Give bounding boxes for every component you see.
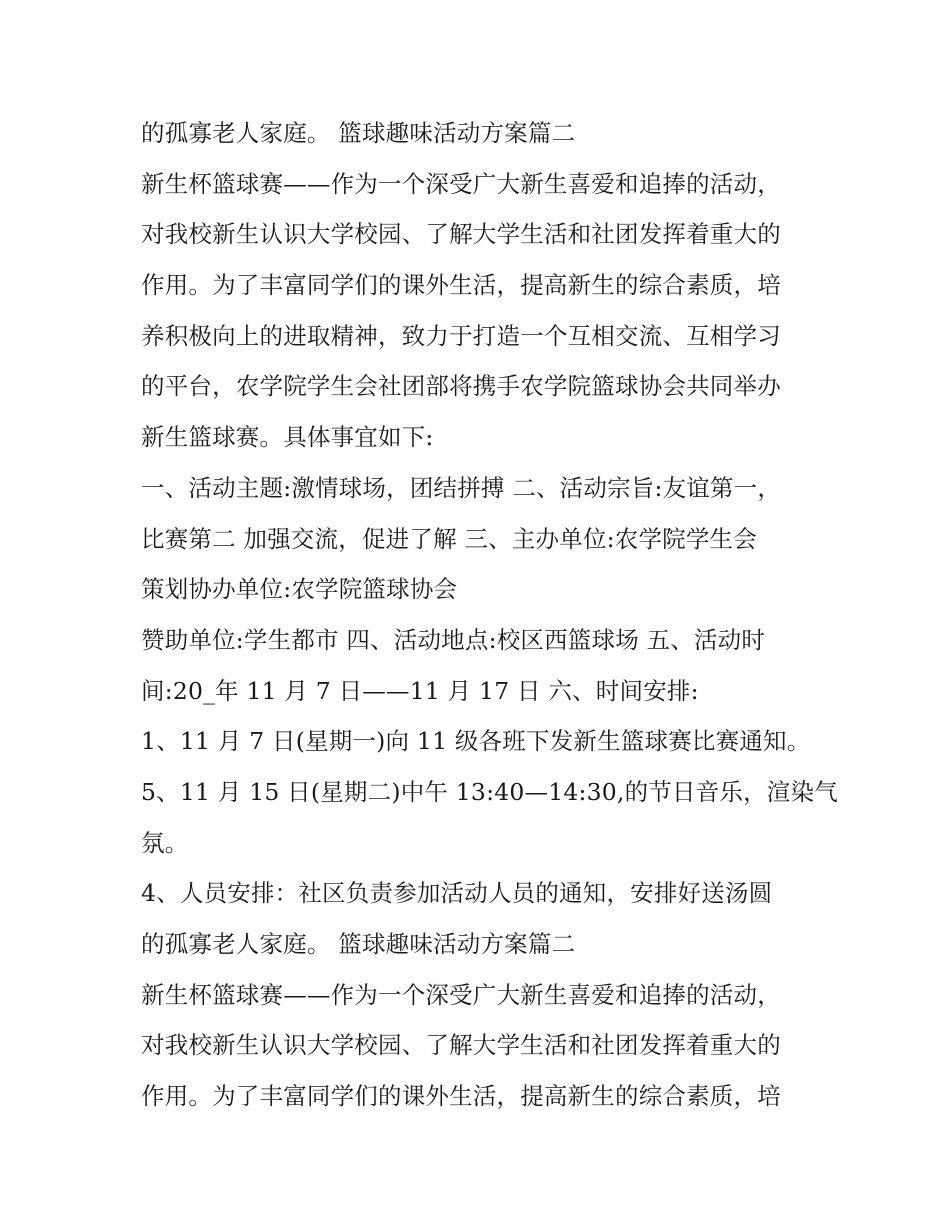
- text-line: 5、11 月 15 日(星期二)中午 13:40—14:30,的节日音乐，渲染气: [141, 777, 838, 806]
- text-line: 的孤寡老人家庭。 篮球趣味活动方案篇二: [141, 930, 576, 958]
- text-line: 作用。为了丰富同学们的课外生活，提高新生的综合素质，培: [141, 271, 781, 300]
- text-line: 的孤寡老人家庭。 篮球趣味活动方案篇二: [141, 119, 576, 147]
- text-line: 策划协办单位:农学院篮球协会: [141, 575, 458, 604]
- text-line: 赞助单位:学生都市 四、活动地点:校区西篮球场 五、活动时: [141, 625, 766, 654]
- text-line: 作用。为了丰富同学们的课外生活，提高新生的综合素质，培: [141, 1082, 781, 1111]
- text-line: 新生篮球赛。具体事宜如下:: [141, 423, 434, 452]
- text-line: 1、11 月 7 日(星期一)向 11 级各班下发新生篮球赛比赛通知。: [141, 727, 811, 756]
- document-body: [141, 108, 838, 1122]
- text-line: 比赛第二 加强交流，促进了解 三、主办单位:农学院学生会: [141, 524, 757, 553]
- text-line: 养积极向上的进取精神，致力于打造一个互相交流、互相学习: [141, 321, 781, 350]
- text-line: 氛。: [141, 828, 189, 857]
- text-line: 新生杯篮球赛——作为一个深受广大新生喜爱和追捧的活动，: [141, 169, 781, 198]
- text-line: 一、活动主题:激情球场，团结拼搏 二、活动宗旨:友谊第一，: [141, 473, 782, 502]
- text-line: 的平台，农学院学生会社团部将携手农学院篮球协会共同举办: [141, 372, 781, 401]
- text-line: 对我校新生认识大学校园、了解大学生活和社团发挥着重大的: [141, 220, 781, 249]
- text-line: 间:20_年 11 月 7 日——11 月 17 日 六、时间安排:: [141, 676, 699, 705]
- text-line: 4、人员安排：社区负责参加活动人员的通知，安排好送汤圆: [141, 879, 773, 908]
- text-line: 对我校新生认识大学校园、了解大学生活和社团发挥着重大的: [141, 1031, 781, 1060]
- text-line: 新生杯篮球赛——作为一个深受广大新生喜爱和追捧的活动，: [141, 980, 781, 1009]
